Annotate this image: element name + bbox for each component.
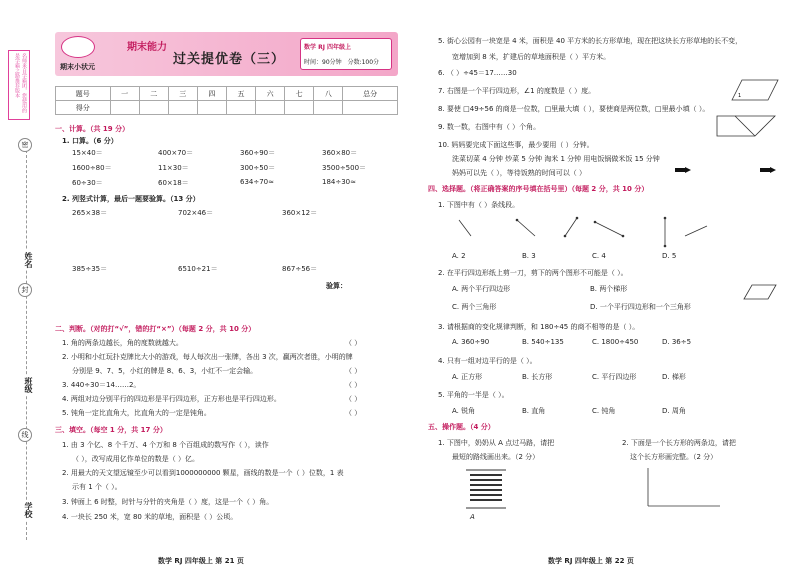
score-cell bbox=[256, 101, 285, 115]
oral-problem: 300÷50＝ bbox=[240, 164, 276, 172]
check-label: 验算： bbox=[326, 282, 347, 290]
oral-problem: 360÷90＝ bbox=[240, 149, 276, 157]
total-score: 分数:100分 bbox=[347, 59, 380, 66]
vertical-problem: 6510÷21＝ bbox=[178, 265, 218, 273]
choice-option: B. 3 bbox=[522, 252, 536, 260]
q-oral-title: 1. 口算。（6 分） bbox=[62, 137, 118, 145]
operate-q1-line2: 最短的路线画出来。（2 分） bbox=[452, 453, 540, 461]
answer-paren: （ ） bbox=[345, 409, 362, 417]
judge-item: 3. 440÷30＝14……2。 bbox=[62, 381, 141, 389]
score-cell bbox=[197, 101, 226, 115]
oral-problem: 634÷70≈ bbox=[240, 178, 274, 186]
score-header-cell: 二 bbox=[139, 87, 168, 101]
oral-problem: 400×70＝ bbox=[158, 149, 194, 157]
judge-item: 2. 小明和小红玩扑克牌比大小的游戏，每人每次出一张牌，各出 3 次，赢两次者胜，小明的牌 bbox=[62, 353, 353, 361]
q-vertical-title: 2. 列竖式计算，最后一题要验算。（13 分） bbox=[62, 195, 200, 203]
point-a-label: A bbox=[470, 513, 475, 521]
choice-option: C. 1800÷450 bbox=[592, 338, 639, 346]
oral-problem: 60×18＝ bbox=[158, 179, 189, 187]
choice-option: A. 锐角 bbox=[452, 407, 476, 415]
choice-q5: 5. 平角的一半是（ ）。 bbox=[438, 391, 509, 399]
score-header-cell: 五 bbox=[226, 87, 255, 101]
fill-item: 4. 一块长 250 米，宽 80 米的草地，面积是（ ）公顷。 bbox=[62, 513, 238, 521]
choice-q1: 1. 下图中有（ ）条线段。 bbox=[438, 201, 520, 209]
choice-option: D. 5 bbox=[662, 252, 677, 260]
score-table bbox=[55, 86, 398, 115]
score-header-cell: 八 bbox=[314, 87, 343, 101]
oral-problem: 360×80＝ bbox=[322, 149, 358, 157]
fill-item: 7. 右图是一个平行四边形，∠1 的度数是（ ）度。 bbox=[438, 87, 596, 95]
judge-item: 1. 角的两条边越长，角的度数就越大。 bbox=[62, 339, 183, 347]
score-header-cell: 总分 bbox=[343, 87, 398, 101]
arrow-icon bbox=[675, 167, 691, 173]
judge-item: 4. 两组对边分别平行的四边形是平行四边形，正方形也是平行四边形。 bbox=[62, 395, 281, 403]
choice-option: B. 540÷135 bbox=[522, 338, 564, 346]
page-footer: 数学 RJ 四年级上 第 22 页 bbox=[548, 557, 634, 565]
series-badge: 期末小状元 bbox=[60, 63, 95, 71]
angle-count-figure bbox=[715, 114, 777, 138]
choice-option: B. 两个梯形 bbox=[590, 285, 628, 293]
fill-item: 6. （ ）÷45＝17……30 bbox=[438, 69, 517, 77]
arrow-icon bbox=[760, 167, 776, 173]
choice-q3: 3. 请根据商的变化规律判断，和 180÷45 的商不相等的是（ ）。 bbox=[438, 323, 640, 331]
section-operate-title: 五、操作题。（4 分） bbox=[428, 423, 495, 431]
oral-problem: 1600÷80＝ bbox=[72, 164, 112, 172]
answer-paren: （ ） bbox=[345, 381, 362, 389]
vertical-problem: 360×12＝ bbox=[282, 209, 318, 217]
choice-option: D. 一个平行四边形和一个三角形 bbox=[590, 303, 691, 311]
seal-mark: 封 bbox=[18, 283, 32, 297]
fill-item: 10. 妈妈要完成下面这些事，最少要用（ ）分钟。 bbox=[438, 141, 594, 149]
score-cell bbox=[168, 101, 197, 115]
class-label: 班级 bbox=[16, 375, 34, 395]
section-fill-title: 三、填空。（每空 1 分，共 17 分） bbox=[55, 426, 167, 434]
seal-mark: 密 bbox=[18, 138, 32, 152]
vertical-problem: 702×46＝ bbox=[178, 209, 214, 217]
score-header-cell: 四 bbox=[197, 87, 226, 101]
parallelogram-paper bbox=[742, 283, 778, 301]
fill-item: 3. 钟面上 6 时整，时针与分针的夹角是（ ）度，这是一个（ ）角。 bbox=[62, 498, 274, 506]
seal-mark: 线 bbox=[18, 428, 32, 442]
choice-option: D. 36÷5 bbox=[662, 338, 692, 346]
score-header-cell: 一 bbox=[110, 87, 139, 101]
score-cell bbox=[314, 101, 343, 115]
vertical-problem: 867÷56＝ bbox=[282, 265, 318, 273]
side-note-box: 名师来自学霸团，您使用的是学霸之路推荐版本 bbox=[8, 50, 30, 120]
score-cell bbox=[139, 101, 168, 115]
fill-item: 宽增加到 8 米，扩建后的草地面积是（ ）平方米。 bbox=[452, 53, 611, 61]
judge-item: 5. 钝角一定比直角大，比直角大的一定是钝角。 bbox=[62, 409, 211, 417]
fill-item: 示有 1 个（ ）。 bbox=[72, 483, 122, 491]
choice-option: C. 4 bbox=[592, 252, 606, 260]
fill-item: 2. 用最大的天文望远镜至少可以看到1000000000 颗星，画线的数是一个（ ）位数，1 表 bbox=[62, 469, 344, 477]
binding-margin bbox=[0, 0, 46, 576]
oral-problem: 60÷30＝ bbox=[72, 179, 103, 187]
choice-option: B. 长方形 bbox=[522, 373, 553, 381]
vertical-problem: 265×38＝ bbox=[72, 209, 108, 217]
oral-problem: 15×40＝ bbox=[72, 149, 103, 157]
oral-problem: 3500÷500＝ bbox=[322, 164, 367, 172]
answer-paren: （ ） bbox=[345, 395, 362, 403]
choice-option: C. 钝角 bbox=[592, 407, 616, 415]
exam-header bbox=[55, 32, 398, 76]
score-cell bbox=[226, 101, 255, 115]
school-label: 学校 bbox=[16, 500, 34, 520]
vertical-problem: 385÷35＝ bbox=[72, 265, 108, 273]
svg-text:1: 1 bbox=[738, 93, 742, 99]
section-judge-title: 二、判断。（对的打“√”，错的打“×”）（每题 2 分，共 10 分） bbox=[55, 325, 256, 333]
fill-item: 1. 由 3 个亿、8 个千万、4 个万和 8 个百组成的数写作（ ），读作 bbox=[62, 441, 269, 449]
operate-q1-line1: 1. 下图中，奶奶从 A 点过马路，请把 bbox=[438, 439, 555, 447]
choice-option: A. 正方形 bbox=[452, 373, 483, 381]
name-label: 姓名 bbox=[16, 250, 34, 270]
page-footer: 数学 RJ 四年级上 第 21 页 bbox=[158, 557, 244, 565]
operate-q2-line2: 这个长方形画完整。（2 分） bbox=[630, 453, 718, 461]
choice-option: D. 梯形 bbox=[662, 373, 686, 381]
choice-option: A. 2 bbox=[452, 252, 466, 260]
brand-text: 期末能力 bbox=[127, 42, 167, 53]
judge-item: 分别是 9、7、5，小红的牌是 8、6、3，小红不一定会输。 bbox=[72, 367, 258, 375]
choice-option: A. 360÷90 bbox=[452, 338, 490, 346]
oral-problem: 11×30＝ bbox=[158, 164, 189, 172]
choice-option: C. 两个三角形 bbox=[452, 303, 497, 311]
choice-option: A. 两个平行四边形 bbox=[452, 285, 511, 293]
score-cell bbox=[110, 101, 139, 115]
exam-title: 过关提优卷（三） bbox=[173, 52, 286, 67]
fill-item: 9. 数一数，右图中有（ ）个角。 bbox=[438, 123, 541, 131]
publisher-logo bbox=[61, 36, 95, 58]
segments-figure bbox=[445, 212, 735, 250]
answer-paren: （ ） bbox=[345, 367, 362, 375]
subject-label: 数学 RJ 四年级上 bbox=[304, 44, 352, 51]
score-header-cell: 题号 bbox=[56, 87, 111, 101]
choice-option: B. 直角 bbox=[522, 407, 546, 415]
fill-item: （ ），改写成用亿作单位的数是（ ）亿。 bbox=[72, 455, 199, 463]
fill-item: 5. 街心公园有一块宽是 4 米，面积是 40 平方米的长方形草地，现在把这块长方形草地的长不变， bbox=[438, 37, 743, 45]
score-header-cell: 六 bbox=[256, 87, 285, 101]
fill-item: 洗菜切菜 4 分钟 炒菜 5 分钟 淘米 1 分钟 用电饭锅做米饭 15 分钟 bbox=[452, 155, 660, 163]
operate-q2-line1: 2. 下面是一个长方形的两条边，请把 bbox=[622, 439, 736, 447]
section-choice-title: 四、选择题。（将正确答案的序号填在括号里）（每题 2 分，共 10 分） bbox=[428, 185, 649, 193]
choice-q2: 2. 在平行四边形纸上剪一刀，剪下的两个图形不可能是（ ）。 bbox=[438, 269, 628, 277]
cut-line bbox=[26, 150, 27, 540]
parallelogram-figure bbox=[730, 78, 780, 102]
oral-problem: 184÷30≈ bbox=[322, 178, 356, 186]
fill-item: 8. 要使 □49÷56 的商是一位数，□里最大填（ ），要使商是两位数，□里最小填（ ）。 bbox=[438, 105, 710, 113]
rectangle-sides-figure bbox=[644, 466, 724, 510]
section-calc-title: 一、计算。（共 19 分） bbox=[55, 125, 130, 133]
score-header-cell: 三 bbox=[168, 87, 197, 101]
answer-paren: （ ） bbox=[345, 339, 362, 347]
exam-info-box bbox=[300, 38, 392, 70]
time-limit: 时间：90分钟 bbox=[304, 59, 342, 66]
choice-option: D. 周角 bbox=[662, 407, 686, 415]
choice-option: C. 平行四边形 bbox=[592, 373, 637, 381]
score-cell bbox=[343, 101, 398, 115]
score-row-label: 得分 bbox=[56, 101, 111, 115]
choice-q4: 4. 只有一组对边平行的是（ ）。 bbox=[438, 357, 537, 365]
score-cell bbox=[285, 101, 314, 115]
score-header-cell: 七 bbox=[285, 87, 314, 101]
fill-item: 妈妈可以先（ ），等待饭熟的时间可以（ ） bbox=[452, 169, 586, 177]
right-page bbox=[400, 0, 800, 576]
crosswalk-figure bbox=[464, 468, 508, 514]
